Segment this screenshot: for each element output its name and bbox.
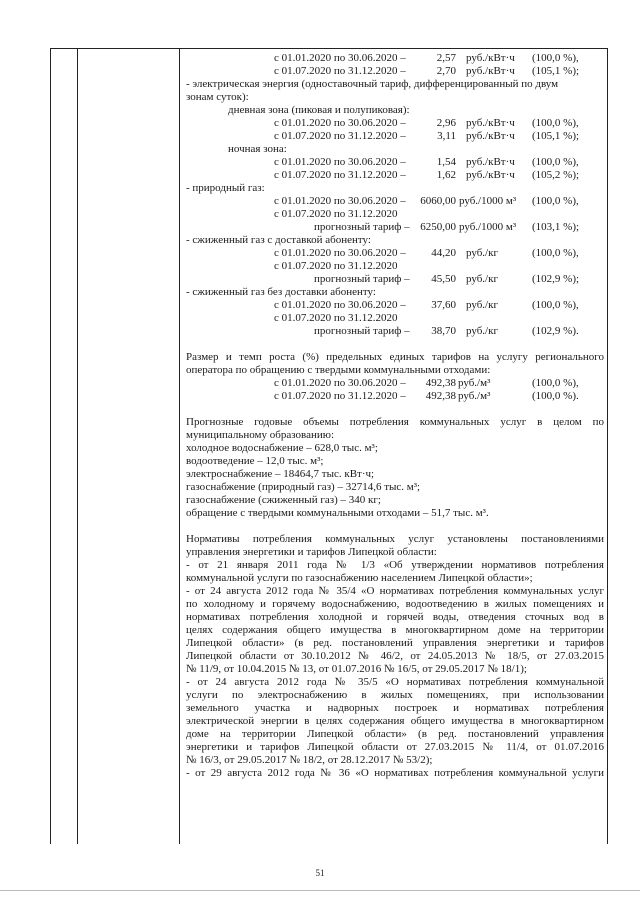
rate-value: 492,38 (425, 377, 456, 389)
rate-period: с 01.01.2020 по 30.06.2020 – (274, 156, 406, 168)
rate-row (186, 65, 604, 78)
rate-percent: (105,2 %); (532, 169, 580, 181)
rate-unit: руб./кг (466, 247, 498, 259)
rate-unit: руб./кВт·ч (466, 65, 515, 77)
forecast-label: прогнозный тариф – (314, 221, 410, 233)
section-header: - электрическая энергия (одноставочный тариф, дифференцированный по двум (186, 78, 559, 90)
rate-unit: руб./м³ (458, 377, 491, 389)
rate-row (186, 169, 604, 182)
norms-line: нормативах потребления холодной и горячей воды, отведения сточных вод в (186, 611, 604, 623)
rate-unit: руб./1000 м³ (459, 195, 517, 207)
norms-line: услуги по электроснабжению в жилых помещениях, при использовании (186, 689, 604, 701)
table-column-divider (179, 49, 180, 844)
rate-value: 2,57 (436, 52, 456, 64)
rate-period: с 01.01.2020 по 30.06.2020 – (274, 299, 406, 311)
norms-line: по холодному и горячему водоснабжению, водоотведению в жилых помещениях и (186, 598, 604, 610)
section-header: - природный газ: (186, 182, 265, 194)
rate-unit: руб./кВт·ч (466, 169, 515, 181)
rate-percent: (105,1 %); (532, 130, 580, 142)
norms-line: - от 29 августа 2012 года № 36 «О нормативах потребления коммунальной услуги (186, 767, 604, 779)
rate-unit: руб./кВт·ч (466, 52, 515, 64)
rate-row (186, 299, 604, 312)
norms-line: Липецкой области» (в ред. постановлений управления энергетики и тарифов (186, 637, 604, 649)
section-header: - сжиженный газ с доставкой абоненту: (186, 234, 371, 246)
rate-row (186, 377, 604, 390)
table-content-cell (186, 52, 604, 780)
rate-period: с 01.01.2020 по 30.06.2020 – (274, 377, 406, 389)
rate-period: с 01.07.2020 по 31.12.2020 – (274, 130, 406, 142)
rate-unit: руб./кВт·ч (466, 117, 515, 129)
rate-value: 1,54 (436, 156, 456, 168)
rate-row (186, 117, 604, 130)
rate-row (186, 390, 604, 403)
rate-unit: руб./кВт·ч (466, 130, 515, 142)
volume-item: электроснабжение – 18464,7 тыс. кВт·ч; (186, 468, 375, 480)
rate-percent: (100,0 %), (532, 299, 579, 311)
rate-value: 38,70 (431, 325, 456, 337)
volumes-paragraph-cont: муниципальному образованию: (186, 429, 335, 441)
norms-line: электрической энергии в целях содержания общего имущества в многоквартирном (186, 715, 604, 727)
norms-line: № 16/3, от 29.05.2017 № 18/2, от 28.12.2017 № 53/2); (186, 754, 433, 766)
rate-percent: (100,0 %), (532, 195, 579, 207)
rate-unit: руб./кг (466, 325, 498, 337)
table-column-divider (77, 49, 78, 844)
norms-line: - от 21 января 2011 года № 1/3 «Об утверждении нормативов потребления (186, 559, 604, 571)
rate-period: с 01.07.2020 по 31.12.2020 (274, 312, 398, 324)
rate-percent: (100,0 %), (532, 117, 579, 129)
rate-period: с 01.07.2020 по 31.12.2020 (274, 208, 398, 220)
footer-divider (0, 890, 640, 891)
waste-paragraph-cont: оператора по обращению с твердыми коммунальными отходами: (186, 364, 491, 376)
rate-percent: (102,9 %). (532, 325, 579, 337)
rate-value: 1,62 (436, 169, 456, 181)
volume-item: обращение с твердыми коммунальными отходами – 51,7 тыс. м³. (186, 507, 489, 519)
rate-value: 2,70 (436, 65, 456, 77)
volume-item: газоснабжение (природный газ) – 32714,6 тыс. м³; (186, 481, 421, 493)
rate-row (186, 273, 604, 286)
rate-percent: (100,0 %), (532, 156, 579, 168)
rate-period: с 01.07.2020 по 31.12.2020 – (274, 65, 406, 77)
rate-percent: (102,9 %); (532, 273, 580, 285)
norms-line: коммунальной услуги по газоснабжению населением Липецкой области»; (186, 572, 533, 584)
rate-row (186, 247, 604, 260)
rate-value: 44,20 (431, 247, 456, 259)
norms-line: управления энергетики и тарифов Липецкой области: (186, 546, 437, 558)
norms-line: Липецкой области от 30.10.2012 № 46/2, от 24.05.2013 № 18/5, от 27.03.2015 (186, 650, 604, 662)
volume-item: водоотведение – 12,0 тыс. м³; (186, 455, 324, 467)
rate-percent: (100,0 %). (532, 390, 579, 402)
rate-unit: руб./1000 м³ (459, 221, 517, 233)
rate-row (186, 325, 604, 338)
rate-value: 2,96 (436, 117, 456, 129)
rate-period: с 01.07.2020 по 31.12.2020 – (274, 390, 406, 402)
rate-period: с 01.01.2020 по 30.06.2020 – (274, 247, 406, 259)
section-header-cont: зонам суток): (186, 91, 249, 103)
forecast-label: прогнозный тариф – (314, 273, 410, 285)
rate-row (186, 130, 604, 143)
forecast-label: прогнозный тариф – (314, 325, 410, 337)
rate-row (186, 221, 604, 234)
volumes-paragraph: Прогнозные годовые объемы потребления коммунальных услуг в целом по (186, 416, 604, 428)
norms-line: целях содержания общего имущества в многоквартирном доме на территории (186, 624, 604, 636)
rate-value: 6250,00 (420, 221, 456, 233)
rate-period: с 01.07.2020 по 31.12.2020 – (274, 169, 406, 181)
rate-value: 492,38 (425, 390, 456, 402)
zone-label: ночная зона: (228, 143, 287, 155)
rate-unit: руб./м³ (458, 390, 491, 402)
zone-label: дневная зона (пиковая и полупиковая): (228, 104, 410, 116)
section-header: - сжиженный газ без доставки абоненту: (186, 286, 376, 298)
norms-line: № 11/9, от 10.04.2015 № 13, от 01.07.2016 № 16/5, от 29.05.2017 № 18/1); (186, 663, 527, 675)
rate-period: с 01.01.2020 по 30.06.2020 – (274, 195, 406, 207)
norms-line: Нормативы потребления коммунальных услуг установлены постановлениями (186, 533, 604, 545)
norms-line: - от 24 августа 2012 года № 35/5 «О нормативах потребления коммунальной (186, 676, 604, 688)
rate-unit: руб./кВт·ч (466, 156, 515, 168)
waste-paragraph: Размер и темп роста (%) предельных единых тарифов на услугу регионального (186, 351, 604, 363)
rate-percent: (100,0 %), (532, 52, 579, 64)
rate-value: 6060,00 (420, 195, 456, 207)
volume-item: холодное водоснабжение – 628,0 тыс. м³; (186, 442, 378, 454)
rate-row (186, 52, 604, 65)
rate-value: 37,60 (431, 299, 456, 311)
rate-percent: (100,0 %), (532, 247, 579, 259)
rate-row (186, 156, 604, 169)
norms-line: энергетики и тарифов Липецкой области от 27.03.2015 № 11/4, от 01.07.2016 (186, 741, 604, 753)
rate-unit: руб./кг (466, 273, 498, 285)
rate-percent: (103,1 %); (532, 221, 580, 233)
rate-value: 45,50 (431, 273, 456, 285)
rate-percent: (100,0 %), (532, 377, 579, 389)
norms-line: доме на территории Липецкой области» (в ред. постановлений управления (186, 728, 604, 740)
rate-period: с 01.01.2020 по 30.06.2020 – (274, 52, 406, 64)
rate-row (186, 195, 604, 208)
norms-line: земельного участка и надворных построек и нормативах потребления (186, 702, 604, 714)
page-number: 51 (315, 868, 325, 878)
rate-unit: руб./кг (466, 299, 498, 311)
rate-percent: (105,1 %); (532, 65, 580, 77)
rate-period: с 01.07.2020 по 31.12.2020 (274, 260, 398, 272)
rate-value: 3,11 (437, 130, 456, 142)
norms-line: - от 24 августа 2012 года № 35/4 «О нормативах потребления коммунальных услуг (186, 585, 604, 597)
rate-period: с 01.01.2020 по 30.06.2020 – (274, 117, 406, 129)
volume-item: газоснабжение (сжиженный газ) – 340 кг; (186, 494, 381, 506)
